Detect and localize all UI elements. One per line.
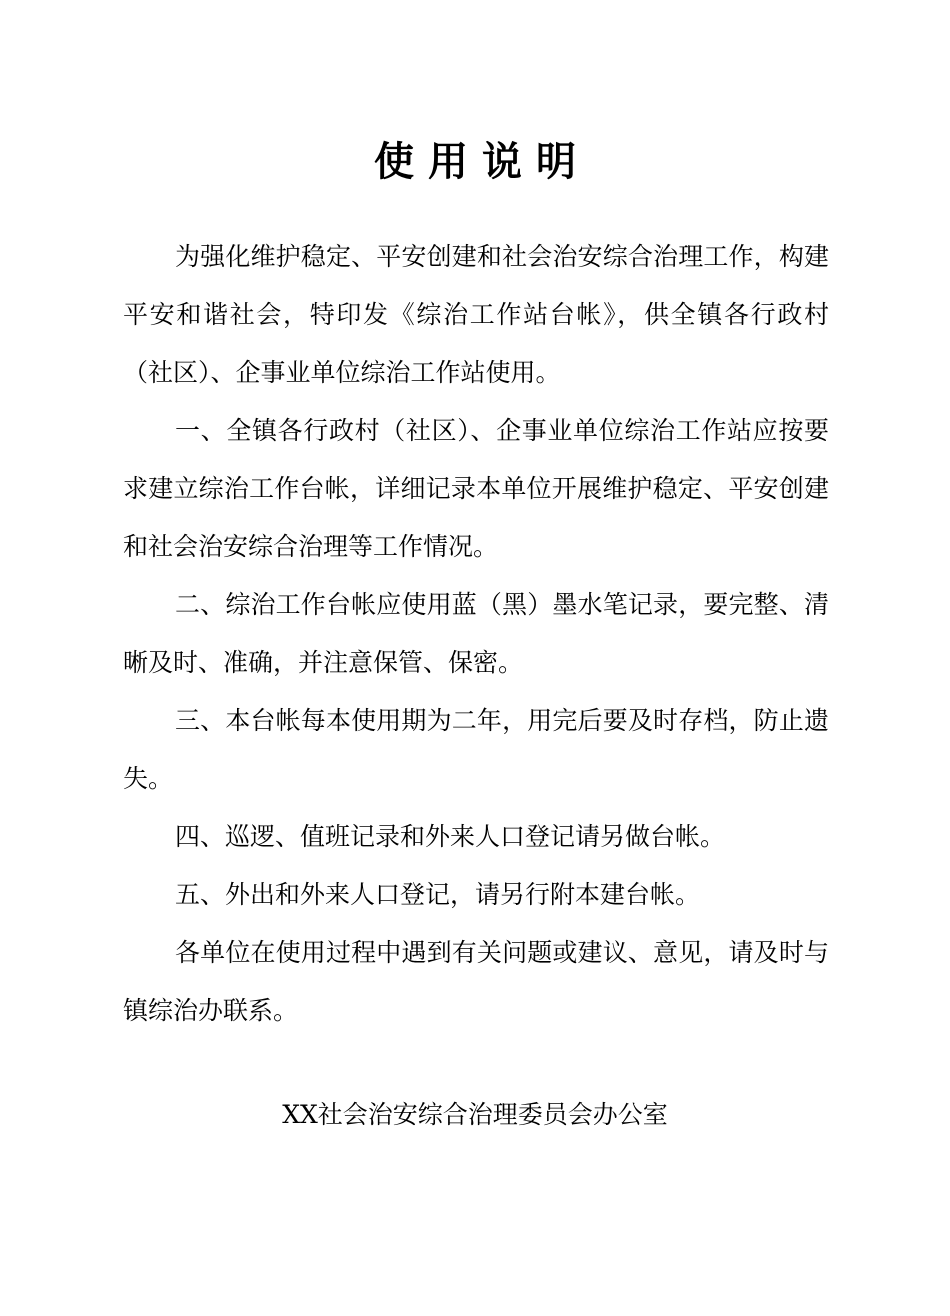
rule-paragraph-4: 四、巡逻、值班记录和外来人口登记请另做台帐。 [175,822,726,851]
rule-paragraph-3: 三、本台帐每本使用期为二年，用完后要及时存档，防止遗失。 [123,706,829,793]
page-title: 使用说明 [374,138,590,185]
rule-paragraph-2: 二、综治工作台帐应使用蓝（黑）墨水笔记录，要完整、清晰及时、准确，并注意保管、保密。 [123,590,829,677]
rule-paragraph-5: 五、外出和外来人口登记，请另行附本建台帐。 [175,880,701,909]
intro-paragraph: 为强化维护稳定、平安创建和社会治安综合治理工作，构建平安和谐社会，特印发《综治工作站台帐》，供全镇各行政村（社区）、企事业单位综治工作站使用。 [123,242,829,387]
closing-paragraph: 各单位在使用过程中遇到有关问题或建议、意见，请及时与镇综治办联系。 [123,938,829,1025]
document-body [123,228,829,1040]
rule-paragraph-1: 一、全镇各行政村（社区）、企事业单位综治工作站应按要求建立综治工作台帐，详细记录本单位开展维护稳定、平安创建和社会治安综合治理等工作情况。 [123,416,829,561]
issuer-signature: XX社会治安综合治理委员会办公室 [282,1100,668,1129]
